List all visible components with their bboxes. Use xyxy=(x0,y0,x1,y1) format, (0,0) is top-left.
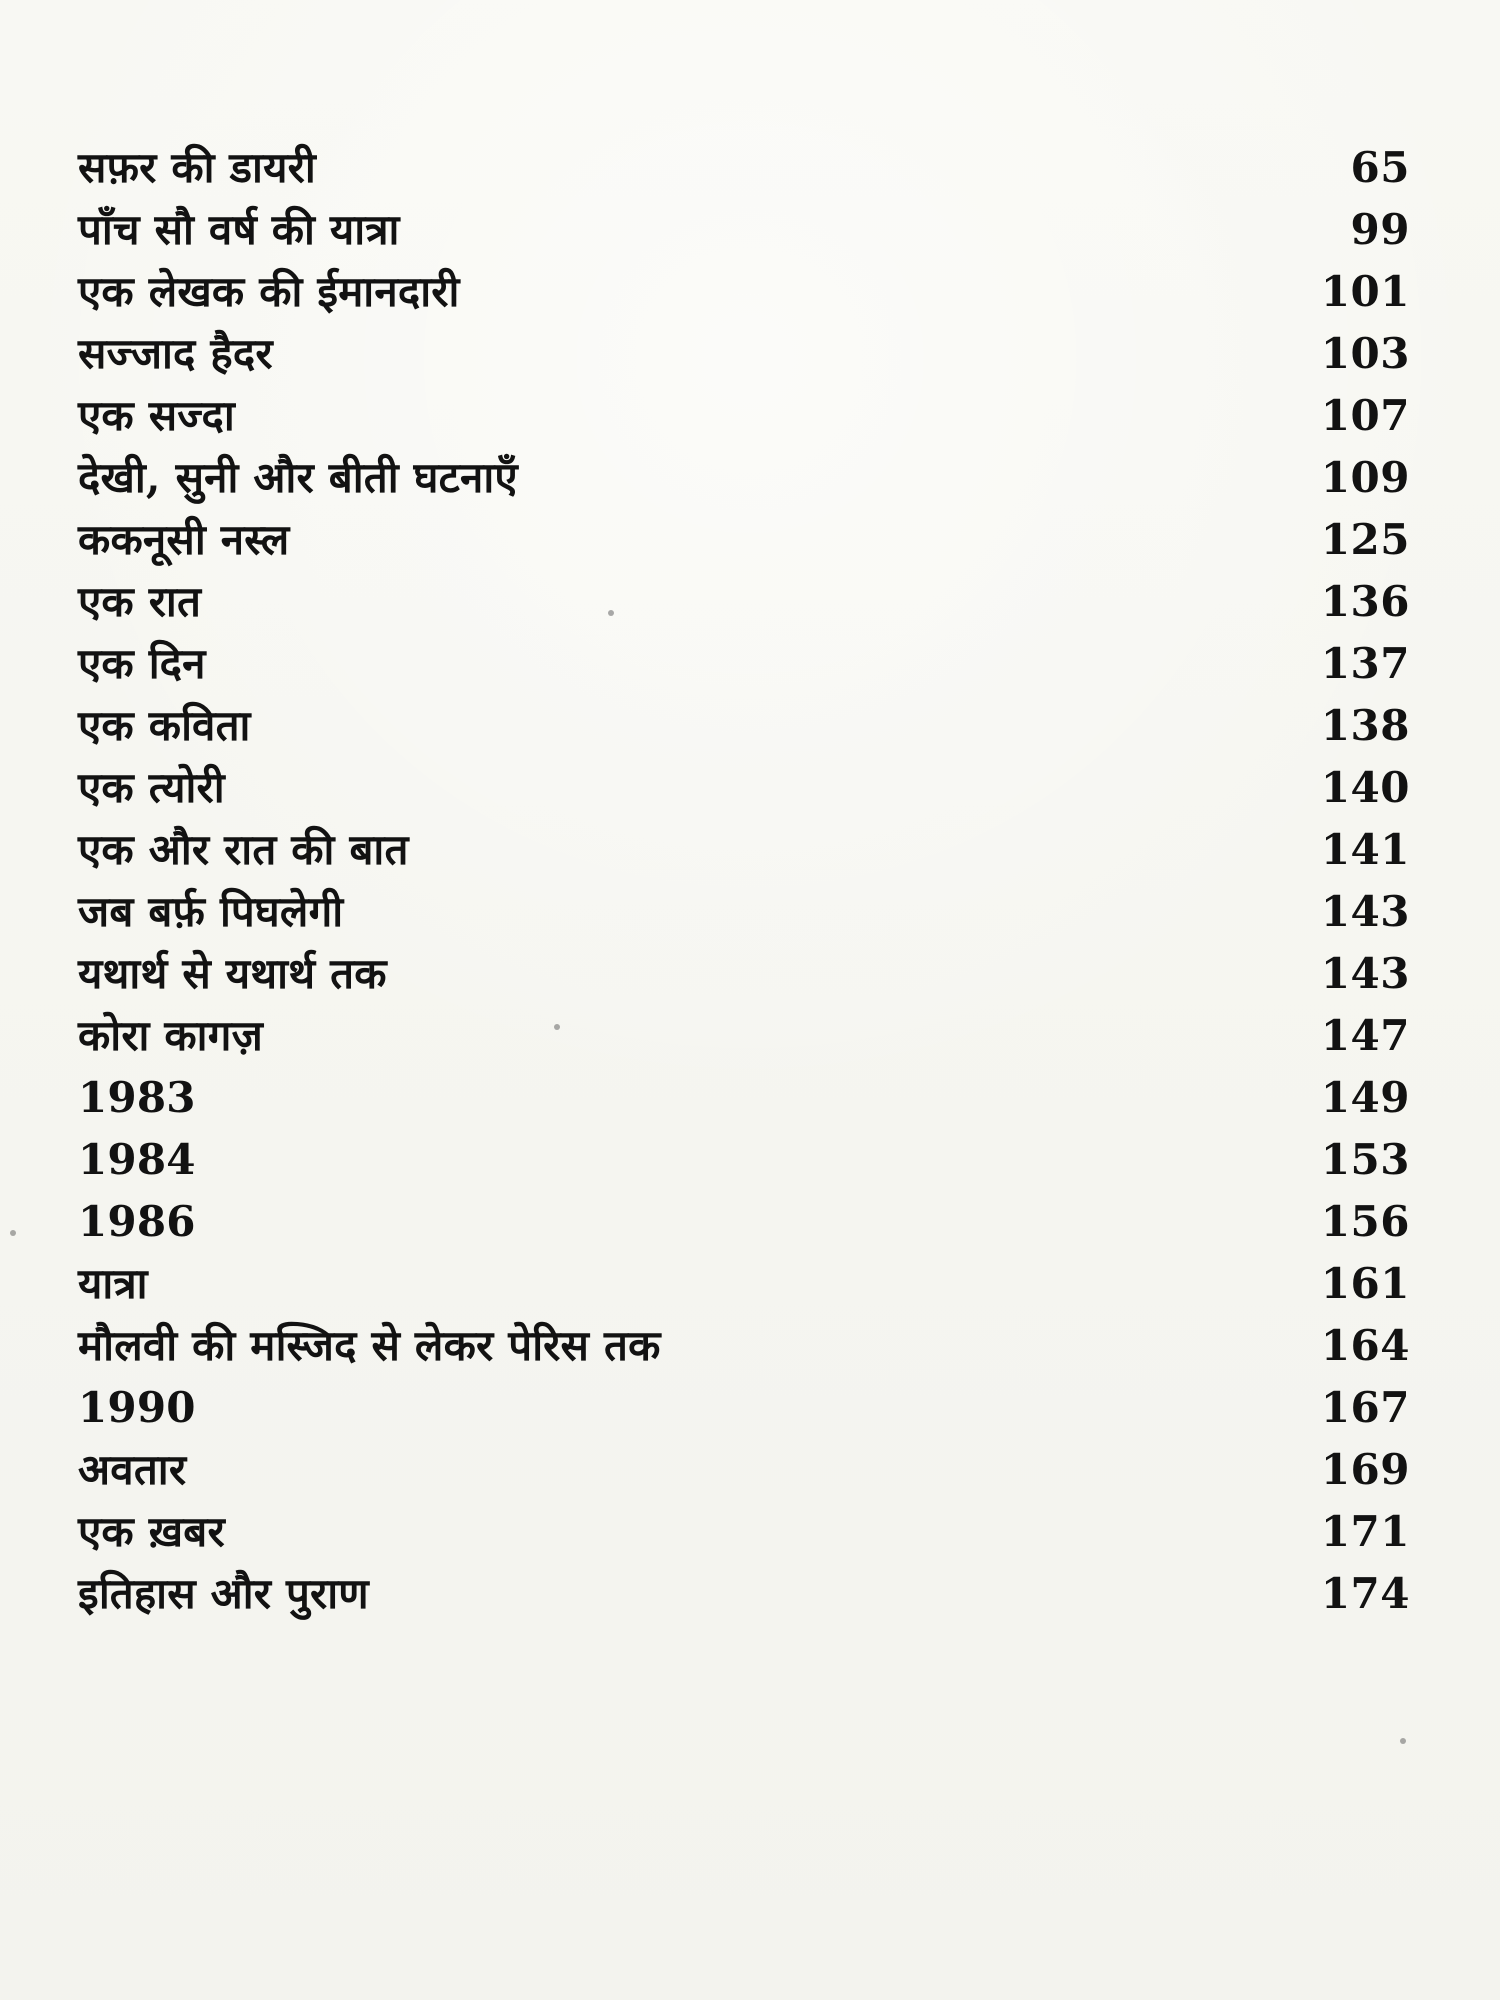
toc-title: 1984 xyxy=(78,1135,196,1184)
toc-title: जब बर्फ़ पिघलेगी xyxy=(78,887,344,936)
toc-page-number: 161 xyxy=(1320,1259,1410,1308)
toc-title: इतिहास और पुराण xyxy=(78,1569,369,1618)
toc-page-number: 65 xyxy=(1350,143,1410,192)
toc-title: पाँच सौ वर्ष की यात्रा xyxy=(78,205,400,254)
toc-page-number: 153 xyxy=(1320,1135,1410,1184)
toc-title: देखी, सुनी और बीती घटनाएँ xyxy=(78,453,518,502)
toc-row xyxy=(78,881,1410,943)
toc-page-number: 167 xyxy=(1320,1383,1410,1432)
toc-row xyxy=(78,137,1410,199)
toc-row xyxy=(78,261,1410,323)
toc-row xyxy=(78,633,1410,695)
paper-speck xyxy=(608,610,614,616)
toc-page-number: 147 xyxy=(1320,1011,1410,1060)
toc-title: एक त्योरी xyxy=(78,763,225,812)
toc-row xyxy=(78,1129,1410,1191)
toc-title: कोरा कागज़ xyxy=(78,1011,263,1060)
toc-page-number: 136 xyxy=(1320,577,1410,626)
toc-page-number: 156 xyxy=(1320,1197,1410,1246)
toc-page-number: 143 xyxy=(1320,887,1410,936)
toc-page-number: 169 xyxy=(1320,1445,1410,1494)
toc-row xyxy=(78,1191,1410,1253)
toc-title: यथार्थ से यथार्थ तक xyxy=(78,949,387,998)
toc-page-number: 109 xyxy=(1320,453,1410,502)
toc-row xyxy=(78,1501,1410,1563)
toc-page-number: 103 xyxy=(1320,329,1410,378)
toc-row xyxy=(78,695,1410,757)
toc-title: एक ख़बर xyxy=(78,1507,225,1556)
toc-row xyxy=(78,757,1410,819)
toc-page-number: 164 xyxy=(1320,1321,1410,1370)
toc-page-number: 125 xyxy=(1320,515,1410,564)
toc-title: मौलवी की मस्जिद से लेकर पेरिस तक xyxy=(78,1321,661,1370)
toc-page-number: 149 xyxy=(1320,1073,1410,1122)
toc-title: 1990 xyxy=(78,1383,196,1432)
toc-title: अवतार xyxy=(78,1445,187,1494)
paper-speck xyxy=(1400,1738,1406,1744)
toc-row xyxy=(78,199,1410,261)
toc-title: एक लेखक की ईमानदारी xyxy=(78,267,460,316)
toc-row xyxy=(78,943,1410,1005)
toc-title: ककनूसी नस्ल xyxy=(78,515,290,564)
paper-speck xyxy=(554,1024,560,1030)
toc-title: एक रात xyxy=(78,577,202,626)
paper-speck xyxy=(10,1230,16,1236)
toc-title: एक कविता xyxy=(78,701,251,750)
toc-row xyxy=(78,509,1410,571)
toc-title: एक सज्दा xyxy=(78,391,235,440)
toc-page-number: 138 xyxy=(1320,701,1410,750)
toc-row xyxy=(78,323,1410,385)
toc-page-number: 143 xyxy=(1320,949,1410,998)
toc-row xyxy=(78,1563,1410,1625)
toc-page-number: 137 xyxy=(1320,639,1410,688)
toc-row xyxy=(78,1067,1410,1129)
toc-page-number: 140 xyxy=(1320,763,1410,812)
toc-row xyxy=(78,819,1410,881)
toc-title: सफ़र की डायरी xyxy=(78,143,316,192)
toc-row xyxy=(78,385,1410,447)
toc-row xyxy=(78,1439,1410,1501)
toc-page-number: 101 xyxy=(1320,267,1410,316)
toc-row xyxy=(78,1005,1410,1067)
toc-page-number: 99 xyxy=(1350,205,1410,254)
toc-page-number: 171 xyxy=(1320,1507,1410,1556)
toc-page-number: 107 xyxy=(1320,391,1410,440)
toc-row xyxy=(78,1253,1410,1315)
table-of-contents xyxy=(78,137,1410,1625)
toc-row xyxy=(78,571,1410,633)
toc-title: यात्रा xyxy=(78,1259,148,1308)
toc-page-number: 174 xyxy=(1320,1569,1410,1618)
toc-title: 1983 xyxy=(78,1073,196,1122)
toc-title: एक और रात की बात xyxy=(78,825,409,874)
toc-row xyxy=(78,447,1410,509)
toc-row xyxy=(78,1315,1410,1377)
toc-title: एक दिन xyxy=(78,639,206,688)
toc-title: 1986 xyxy=(78,1197,196,1246)
toc-page-number: 141 xyxy=(1320,825,1410,874)
toc-row xyxy=(78,1377,1410,1439)
toc-title: सज्जाद हैदर xyxy=(78,329,273,378)
